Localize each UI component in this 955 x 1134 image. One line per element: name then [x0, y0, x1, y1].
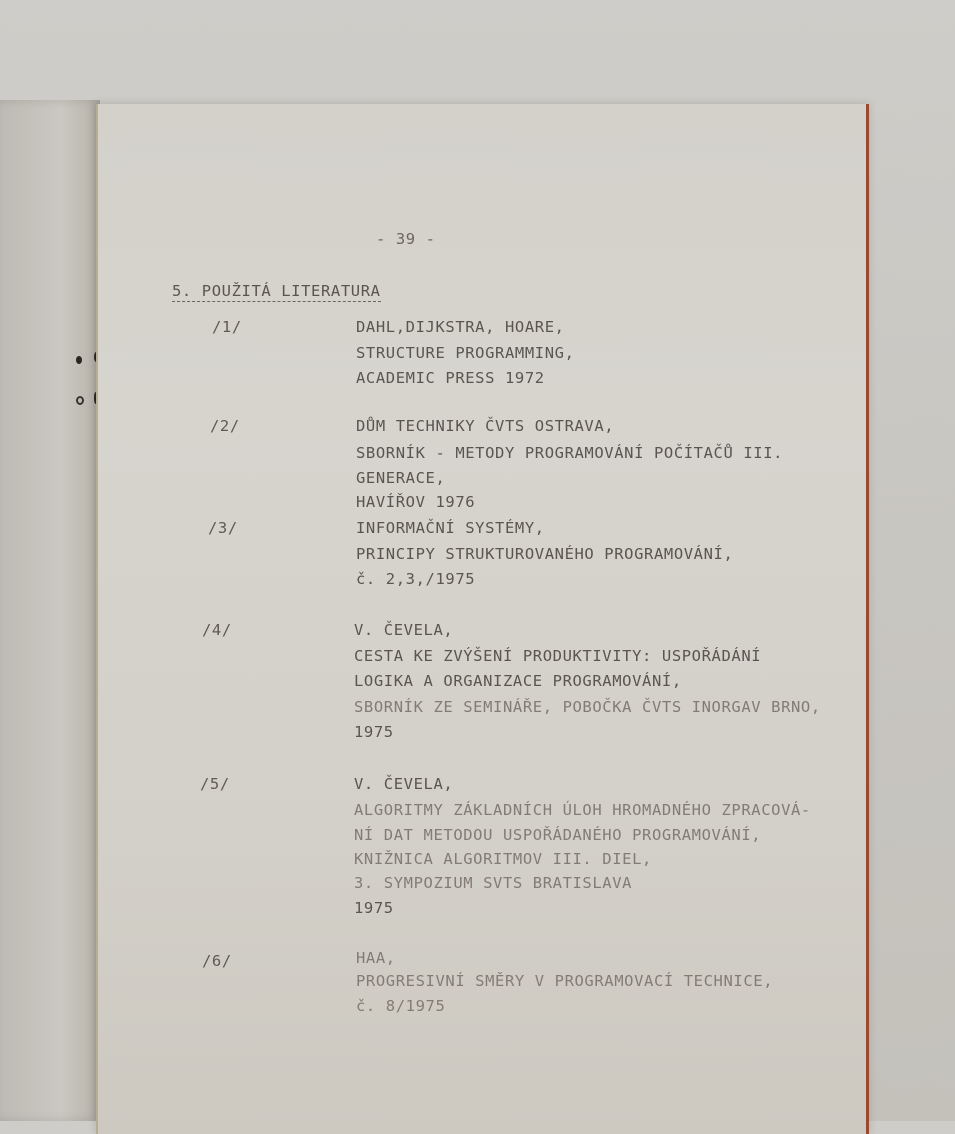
reference-line: GENERACE, [356, 469, 446, 487]
reference-line: ALGORITMY ZÁKLADNÍCH ÚLOH HROMADNÉHO ZPRACOVÁ- [354, 801, 811, 819]
reference-line: SBORNÍK - METODY PROGRAMOVÁNÍ POČÍTAČŮ III. [356, 444, 784, 462]
reference-number: /2/ [210, 417, 240, 435]
binding-hole [76, 396, 84, 405]
reference-number: /6/ [202, 952, 232, 970]
left-page [0, 100, 100, 1121]
reference-line: PRINCIPY STRUKTUROVANÉHO PROGRAMOVÁNÍ, [356, 545, 734, 563]
reference-line: č. 8/1975 [356, 997, 446, 1015]
reference-line: ACADEMIC PRESS 1972 [356, 369, 545, 387]
reference-number: /5/ [200, 775, 230, 793]
section-heading [172, 284, 381, 300]
page-number: - 39 - [376, 230, 436, 248]
reference-line: V. ČEVELA, [354, 775, 454, 793]
reference-line: DAHL,DIJKSTRA, HOARE, [356, 318, 565, 336]
reference-line: STRUCTURE PROGRAMMING, [356, 344, 575, 362]
binding-hole [76, 356, 82, 364]
document-page [96, 104, 869, 1134]
reference-number: /4/ [202, 621, 232, 639]
reference-line: INFORMAČNÍ SYSTÉMY, [356, 519, 545, 537]
reference-line: SBORNÍK ZE SEMINÁŘE, POBOČKA ČVTS INORGAV BRNO, [354, 698, 821, 716]
reference-line: V. ČEVELA, [354, 621, 454, 639]
reference-line: KNIŽNICA ALGORITMOV III. DIEL, [354, 850, 652, 868]
reference-line: PROGRESIVNÍ SMĚRY V PROGRAMOVACÍ TECHNICE, [356, 972, 774, 990]
reference-line: 3. SYMPOZIUM SVTS BRATISLAVA [354, 874, 633, 892]
reference-line: DŮM TECHNIKY ČVTS OSTRAVA, [356, 417, 615, 435]
section-heading-text: 5. POUŽITÁ LITERATURA [172, 282, 381, 300]
reference-line: LOGIKA A ORGANIZACE PROGRAMOVÁNÍ, [354, 672, 682, 690]
reference-line: 1975 [354, 899, 394, 917]
reference-line: HAA, [356, 949, 396, 967]
reference-number: /1/ [212, 318, 242, 336]
reference-number: /3/ [208, 519, 238, 537]
reference-line: č. 2,3,/1975 [356, 570, 476, 588]
reference-line: NÍ DAT METODOU USPOŘÁDANÉHO PROGRAMOVÁNÍ, [354, 826, 762, 844]
reference-line: CESTA KE ZVÝŠENÍ PRODUKTIVITY: USPOŘÁDÁNÍ [354, 647, 762, 665]
reference-line: HAVÍŘOV 1976 [356, 493, 476, 511]
reference-line: 1975 [354, 723, 394, 741]
